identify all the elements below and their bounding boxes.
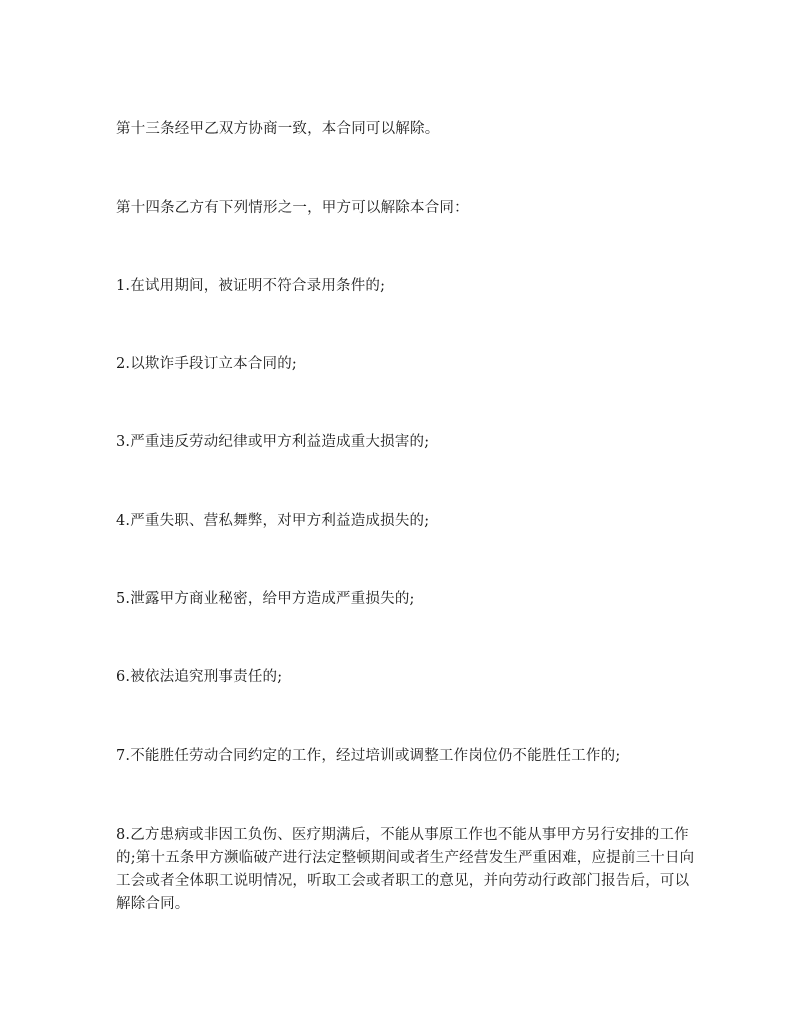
list-item-4: 4.严重失职、营私舞弊，对甲方利益造成损失的;: [116, 513, 430, 529]
list-item-6: 6.被依法追究刑事责任的;: [116, 669, 283, 685]
list-item-8-and-article-15: 8.乙方患病或非因工负伤、医疗期满后，不能从事原工作也不能从事甲方另行安排的工作的;第十五条甲方濒临破产进行法定整顿期间或者生产经营发生严重困难，应提前三十日向工会或者全体职工说明情况，听取工会或者职工的意见，并向劳动行政部门报告后，可以解除合同。: [116, 827, 695, 912]
list-item-5: 5.泄露甲方商业秘密，给甲方造成严重损失的;: [116, 591, 415, 607]
list-item-2: 2.以欺诈手段订立本合同的;: [116, 356, 298, 372]
list-item-1: 1.在试用期间，被证明不符合录用条件的;: [116, 278, 386, 294]
list-item-7: 7.不能胜任劳动合同约定的工作，经过培训或调整工作岗位仍不能胜任工作的;: [116, 748, 621, 764]
paragraph-article-13: 第十三条经甲乙双方协商一致，本合同可以解除。: [116, 121, 440, 137]
list-item-3: 3.严重违反劳动纪律或甲方利益造成重大损害的;: [116, 434, 430, 450]
paragraph-article-14: 第十四条乙方有下列情形之一，甲方可以解除本合同：: [116, 200, 469, 216]
